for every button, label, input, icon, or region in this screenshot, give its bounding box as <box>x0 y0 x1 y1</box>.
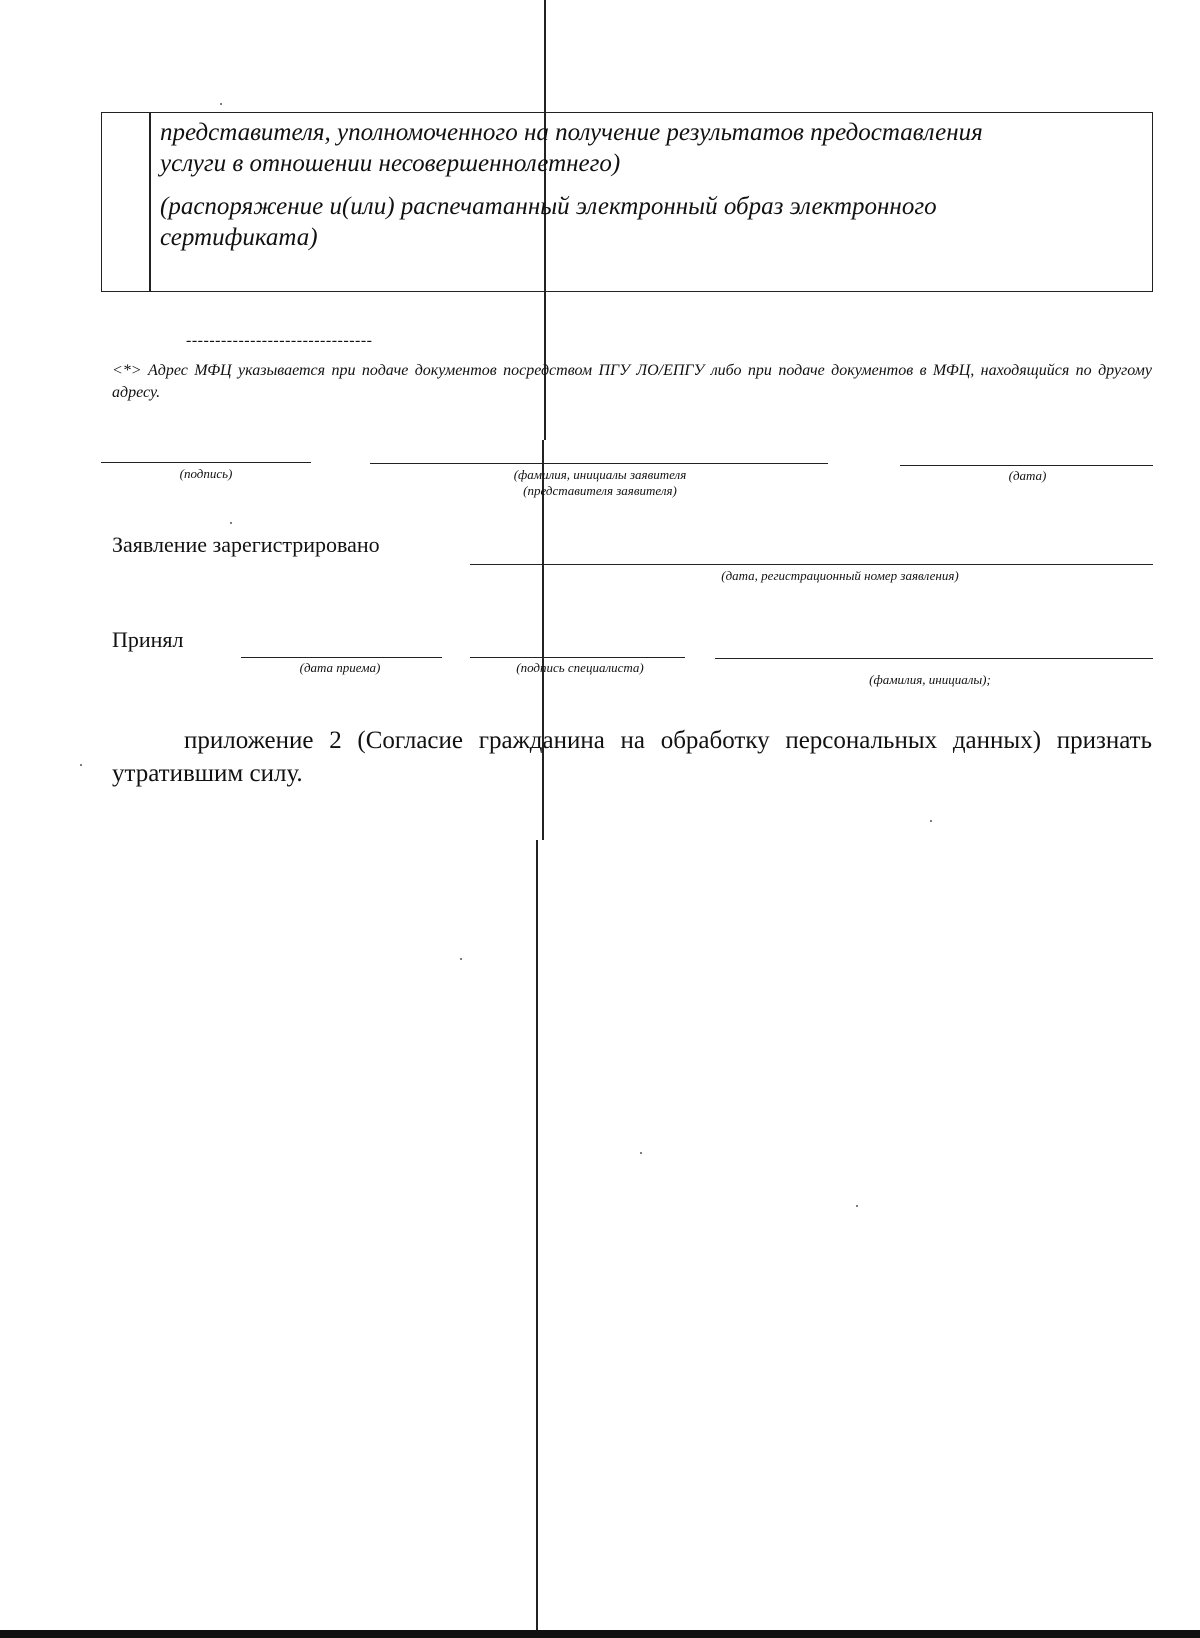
name-caption-line2: (представителя заявителя) <box>523 483 677 498</box>
footnote-text: <*> Адрес МФЦ указывается при подаче документов посредством ПГУ ЛО/ЕПГУ либо при подаче документов в МФЦ, находящийся по другому адресу. <box>112 362 1152 401</box>
accepted-name-caption: (фамилия, инициалы); <box>869 672 991 687</box>
date-caption: (дата) <box>1008 468 1047 483</box>
signature-line <box>101 462 311 463</box>
table-column-divider <box>149 113 151 291</box>
registration-line <box>470 564 1153 565</box>
scan-bottom-edge <box>0 1630 1200 1638</box>
accepted-date-line <box>241 657 442 658</box>
registration-label: Заявление зарегистрировано <box>112 532 380 557</box>
accepted-label: Принял <box>112 627 184 652</box>
accepted-name-line <box>715 658 1153 659</box>
scan-speck <box>856 1205 858 1207</box>
scan-speck <box>640 1152 642 1154</box>
date-line <box>900 465 1153 466</box>
accepted-date-caption: (дата приема) <box>299 660 381 675</box>
closing-line2: признать утратившим силу. <box>112 727 1152 787</box>
scan-artifact-line <box>536 840 538 1638</box>
accepted-signature-line <box>470 657 685 658</box>
accepted-signature-caption: (подпись специалиста) <box>516 660 644 675</box>
registration-caption: (дата, регистрационный номер заявления) <box>721 568 959 583</box>
scan-speck <box>460 958 462 960</box>
scan-speck <box>930 820 932 822</box>
table-cell-line: представителя, уполномоченного на получение результатов предоставления <box>160 119 983 146</box>
scan-speck <box>80 764 82 766</box>
table-fragment <box>101 112 1153 292</box>
scan-speck <box>230 522 232 524</box>
table-cell-line: услуги в отношении несовершеннолетнего) <box>160 150 621 177</box>
table-cell-line: сертификата) <box>160 224 318 251</box>
footnote-separator: -------------------------------- <box>186 332 373 349</box>
name-caption <box>420 467 780 499</box>
closing-line1: приложение 2 (Согласие гражданина на обработку персональных данных) <box>184 727 1042 754</box>
closing-paragraph <box>112 724 1152 790</box>
signature-caption: (подпись) <box>179 466 233 481</box>
name-line <box>370 463 828 464</box>
scan-speck <box>220 103 222 105</box>
name-caption-line1: (фамилия, инициалы заявителя <box>513 467 687 482</box>
table-cell-line: (распоряжение и(или) распечатанный электронный образ электронного <box>160 193 937 220</box>
